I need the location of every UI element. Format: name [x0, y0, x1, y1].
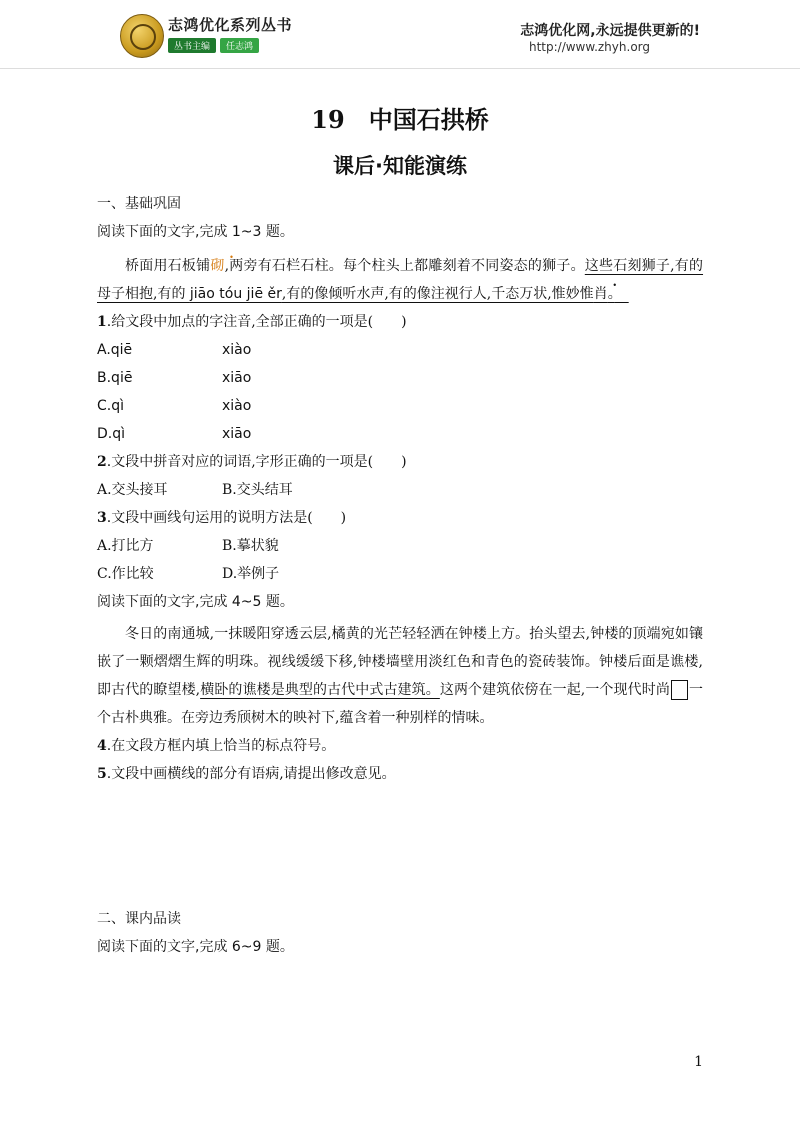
q1-option-a[interactable]: A.qiē xiào	[97, 342, 252, 358]
instruction-1-3: 阅读下面的文字,完成 1~3 题。	[97, 224, 294, 240]
q1-option-c[interactable]: C.qì xiào	[97, 398, 252, 414]
q3-options-row-2	[97, 560, 703, 588]
punctuation-box[interactable]	[671, 680, 688, 700]
question-2: 2.文段中拼音对应的词语,字形正确的一项是( )	[97, 454, 407, 470]
q3-option-c[interactable]: C.作比较	[97, 566, 154, 582]
page-header	[0, 0, 800, 70]
worksheet-body	[97, 190, 703, 961]
lesson-title: 19 中国石拱桥	[311, 105, 489, 134]
editor-label: 丛书主编	[168, 38, 216, 53]
passage-2: 冬日的南通城,一抹暖阳穿透云层,橘黄的光芒轻轻洒在钟楼上方。抬头望去,钟楼的顶端宛如镶嵌了一颗熠熠生辉的明珠。视线缓缓下移,钟楼墙壁用淡红色和青色的瓷砖装饰。钟楼后面是谯楼,即古代的瞭望楼,横卧的谯楼是典型的古代中式古建筑。这两个建筑依傍在一起,一个现代时尚 一个古朴典雅。在旁边秀颀树木的映衬下,蕴含着一种别样的情味。	[97, 626, 704, 726]
dotted-char-2: 肖	[593, 286, 608, 302]
instruction-4-5: 阅读下面的文字,完成 4~5 题。	[97, 594, 294, 610]
q3-option-b[interactable]: B.摹状貌	[222, 538, 279, 554]
question-1: 1.给文段中加点的字注音,全部正确的一项是( )	[97, 314, 407, 330]
site-url[interactable]: http://www.zhyh.org	[528, 40, 650, 54]
q2-option-a[interactable]: A.交头接耳	[97, 482, 168, 498]
question-5: 5.文段中画横线的部分有语病,请提出修改意见。	[97, 766, 396, 782]
q2-options	[97, 476, 703, 504]
question-3: 3.文段中画线句运用的说明方法是( )	[97, 510, 347, 526]
underlined-sentence-1: 这些石刻狮子,有的母子相抱,有的 jiāo tóu jiē ěr,有的像倾听水声,有的像注视行人,千态万状,惟妙惟肖。	[97, 258, 704, 302]
q3-option-a[interactable]: A.打比方	[97, 538, 154, 554]
site-slogan: 志鸿优化网,永远提供更新的!	[520, 23, 700, 39]
q1-option-b[interactable]: B.qiē xiāo	[97, 370, 252, 386]
q3-options-row-1	[97, 532, 703, 560]
passage-1: 桥面用石板铺砌,两旁有石栏石柱。每个柱头上都雕刻着不同姿态的狮子。这些石刻狮子,有的母子相抱,有的 jiāo tóu jiē ěr,有的像倾听水声,有的像注视行人,千态万状,惟妙惟肖。	[97, 258, 704, 302]
section-title: 课后·知能演练	[333, 154, 467, 178]
editor-name: 任志鸿	[220, 38, 259, 53]
underlined-sentence-2: 横卧的谯楼是典型的古代中式古建筑。	[200, 682, 440, 698]
editor-badges	[168, 38, 259, 53]
q1-option-d[interactable]: D.qì xiāo	[97, 426, 252, 442]
part2-heading: 二、课内品读	[97, 911, 181, 927]
page-number: 1	[694, 1054, 703, 1070]
dotted-char-1: 砌	[210, 258, 225, 274]
series-title: 志鸿优化系列丛书	[168, 16, 293, 34]
q2-option-b[interactable]: B.交头结耳	[222, 482, 293, 498]
header-divider	[0, 68, 800, 69]
series-logo	[120, 14, 164, 58]
q3-option-d[interactable]: D.举例子	[222, 566, 280, 582]
question-4: 4.在文段方框内填上恰当的标点符号。	[97, 738, 336, 754]
instruction-6-9: 阅读下面的文字,完成 6~9 题。	[97, 939, 294, 955]
answer-space[interactable]	[97, 788, 703, 905]
part1-heading: 一、基础巩固	[97, 196, 181, 212]
pinyin-blank: jiāo tóu jiē ěr	[189, 286, 282, 302]
